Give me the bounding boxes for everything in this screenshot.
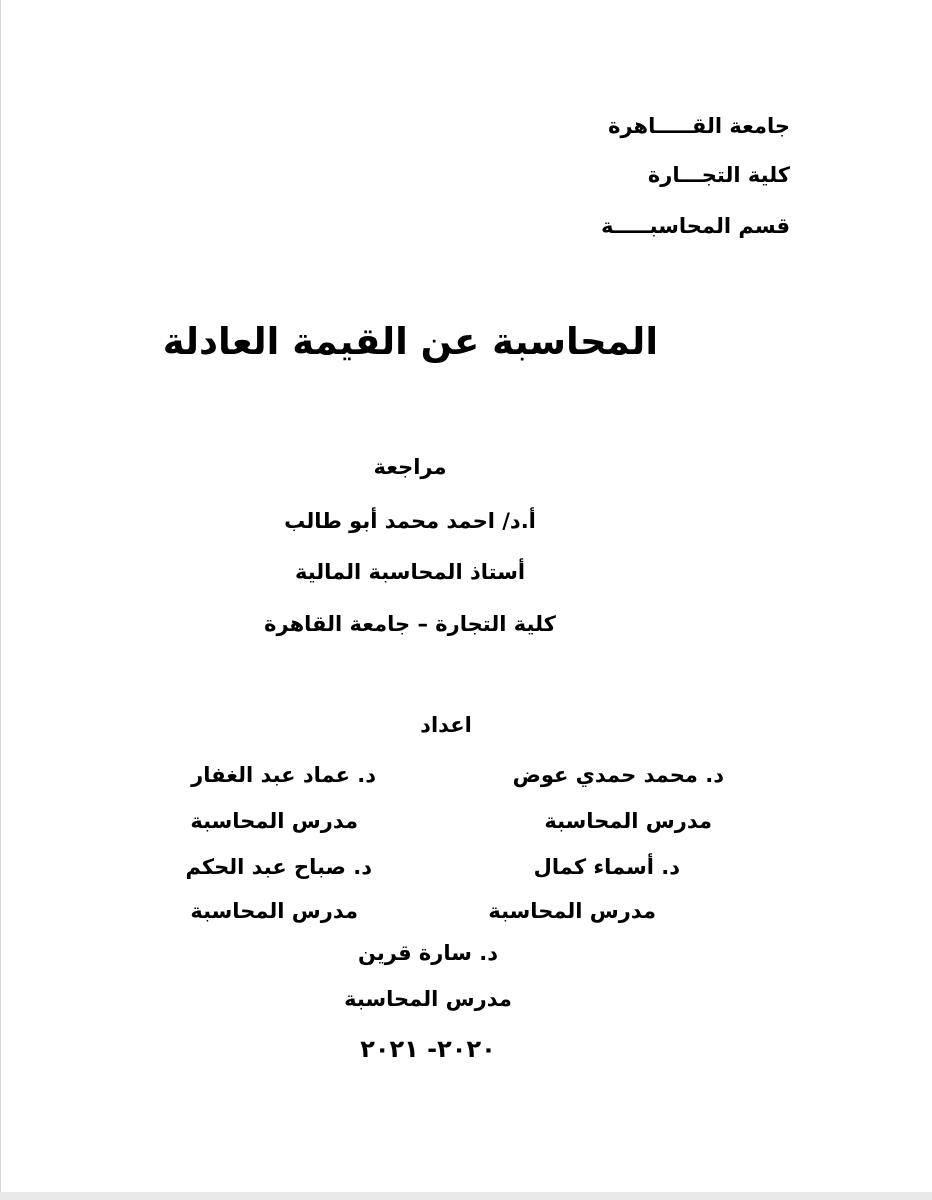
reviewer-position: أستاذ المحاسبة المالية — [294, 560, 526, 584]
university-name: جامعة القـــــاهرة — [608, 114, 790, 138]
reviewer-name: أ.د/ احمد محمد أبو طالب — [284, 509, 536, 533]
reviewer-affiliation: كلية التجارة – جامعة القاهرة — [264, 612, 556, 636]
author-role: مدرس المحاسبة — [544, 809, 712, 833]
academic-year: ٢٠٢٠- ٢٠٢١ — [360, 1035, 496, 1063]
author-name: د. سارة قرين — [358, 941, 498, 965]
faculty-name: كلية التجـــارة — [647, 163, 790, 187]
author-name: د. محمد حمدي عوض — [512, 763, 724, 787]
author-name: د. صباح عبد الحكم — [185, 855, 372, 879]
author-role: مدرس المحاسبة — [190, 809, 358, 833]
author-name: د. أسماء كمال — [533, 855, 680, 879]
author-role: مدرس المحاسبة — [488, 899, 656, 923]
author-role: مدرس المحاسبة — [190, 899, 358, 923]
document-title: المحاسبة عن القيمة العادلة — [162, 320, 658, 363]
department-name: قسم المحاسبـــــة — [601, 214, 790, 238]
author-role: مدرس المحاسبة — [344, 987, 512, 1011]
author-name: د. عماد عبد الغفار — [191, 763, 376, 787]
preparation-label: اعداد — [420, 713, 472, 737]
page-bottom-edge — [0, 1192, 932, 1200]
review-label: مراجعة — [373, 455, 447, 479]
